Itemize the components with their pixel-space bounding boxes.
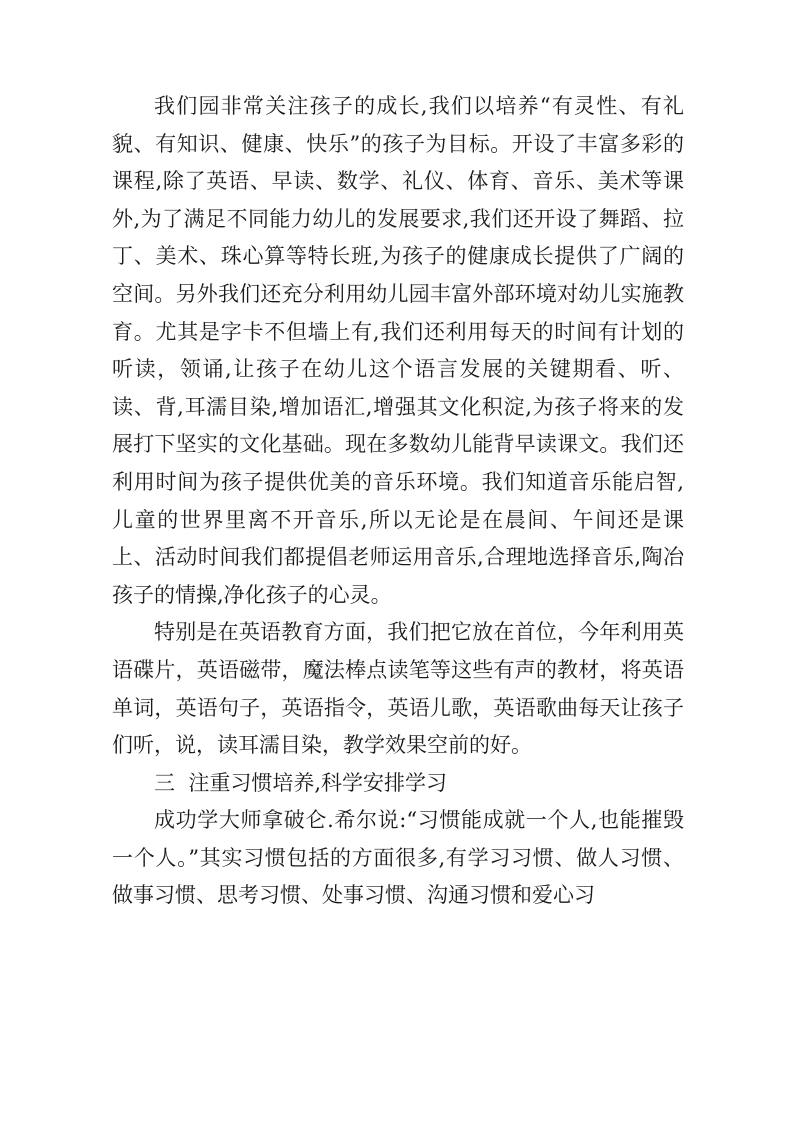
paragraph-english-education: 特别是在英语教育方面，我们把它放在首位，今年利用英语碟片，英语磁带，魔法棒点读笔等这些有声的教材，将英语单词，英语句子，英语指令，英语儿歌，英语歌曲每天让孩子们听，说，读耳濡目染，教学效果空前的好。	[112, 620, 684, 758]
section-heading: 三 注重习惯培养,科学安排学习	[154, 770, 448, 795]
document-body	[112, 88, 684, 915]
paragraph-curriculum: 我们园非常关注孩子的成长,我们以培养“有灵性、有礼貌、有知识、健康、快乐”的孩子为目标。开设了丰富多彩的课程,除了英语、早读、数学、礼仪、体育、音乐、美术等课外,为了满足不同能力幼儿的发展要求,我们还开设了舞蹈、拉丁、美术、珠心算等特长班,为孩子的健康成长提供了广阔的空间。另外我们还充分利用幼儿园丰富外部环境对幼儿实施教育。尤其是字卡不但墙上有,我们还利用每天的时间有计划的听读，领诵,让孩子在幼儿这个语言发展的关键期看、听、读、背,耳濡目染,增加语汇,增强其文化积淀,为孩子将来的发展打下坚实的文化基础。现在多数幼儿能背早读课文。我们还利用时间为孩子提供优美的音乐环境。我们知道音乐能启智,儿童的世界里离不开音乐,所以无论是在晨间、午间还是课上、活动时间我们都提倡老师运用音乐,合理地选择音乐,陶冶孩子的情操,净化孩子的心灵。	[112, 94, 684, 607]
paragraph-habits: 成功学大师拿破仑.希尔说:“习惯能成就一个人,也能摧毁一个人。”其实习惯包括的方面很多,有学习习惯、做人习惯、做事习惯、思考习惯、处事习惯、沟通习惯和爱心习	[112, 808, 684, 908]
